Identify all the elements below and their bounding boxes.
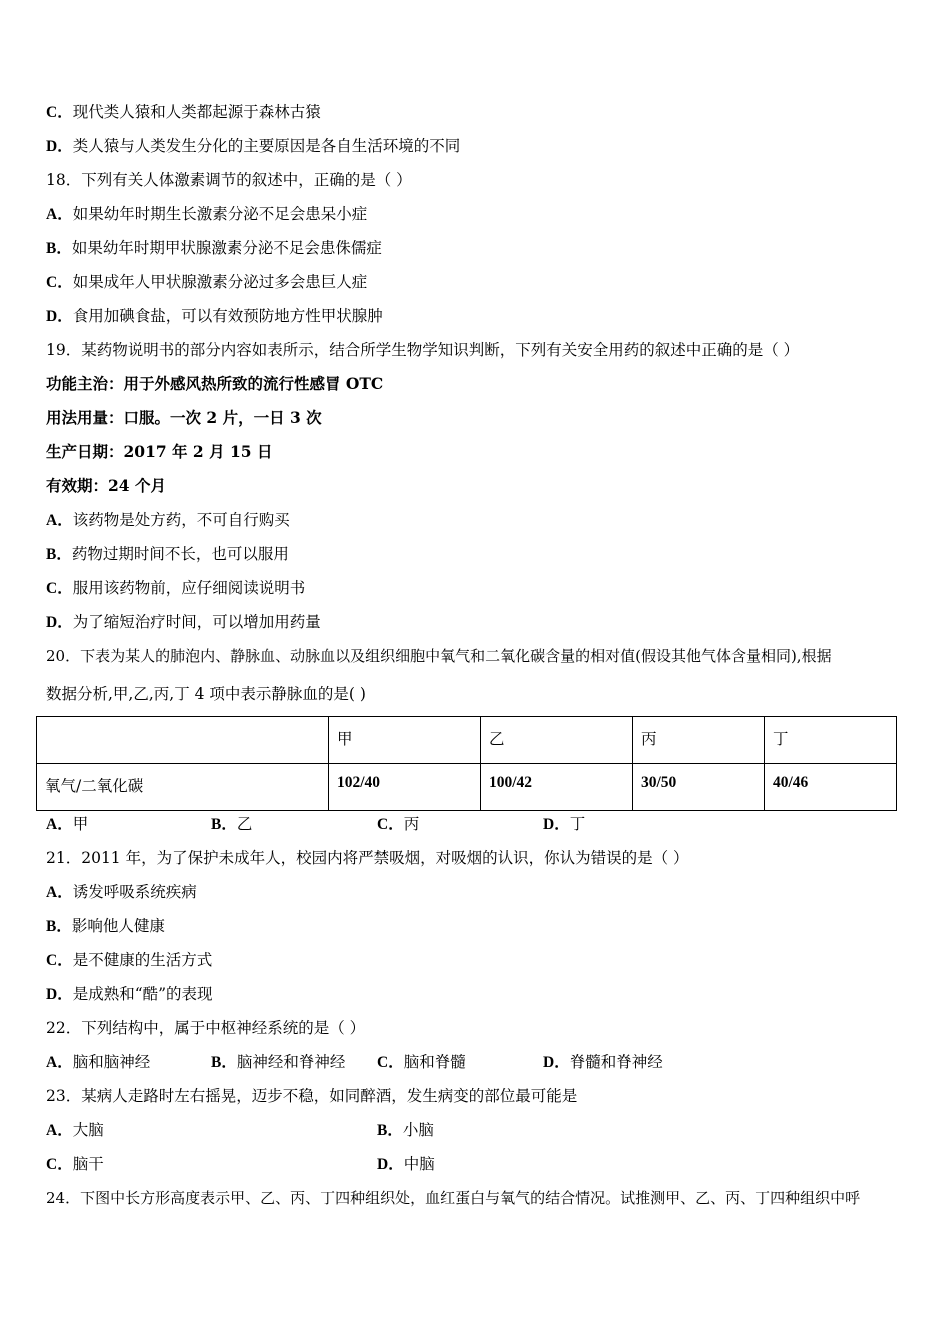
q18-option-c bbox=[46, 271, 367, 294]
q19-option-d bbox=[46, 611, 321, 634]
q18-option-b bbox=[46, 237, 382, 260]
q20-data-table bbox=[36, 716, 897, 811]
option-label: C． bbox=[46, 104, 73, 121]
q22-stem: 22．下列结构中，属于中枢神经系统的是（ ） bbox=[46, 1019, 366, 1037]
q22-option-d bbox=[543, 1051, 663, 1074]
q19-stem: 19．某药物说明书的部分内容如表所示，结合所学生物学知识判断，下列有关安全用药的叙述中正确的是（ ） bbox=[46, 341, 800, 359]
option-label: D． bbox=[46, 308, 73, 325]
q18-option-a bbox=[46, 203, 367, 226]
q19-option-c bbox=[46, 577, 305, 600]
option-label: D． bbox=[46, 138, 73, 155]
option-label: A． bbox=[46, 816, 73, 833]
q21-option-d bbox=[46, 983, 213, 1006]
option-label: C． bbox=[46, 952, 73, 969]
option-label: B． bbox=[211, 816, 237, 833]
option-text: 如果幼年时期生长激素分泌不足会患呆小症 bbox=[72, 205, 368, 223]
option-text: 脑干 bbox=[72, 1155, 104, 1173]
q19-info-function: 功能主治：用于外感风热所致的流行性感冒 OTC bbox=[46, 374, 384, 393]
option-text: 如果成年人甲状腺激素分泌过多会患巨人症 bbox=[72, 273, 368, 291]
option-text: 中脑 bbox=[403, 1155, 435, 1173]
q22-option-a bbox=[46, 1051, 150, 1074]
table-cell: 102/40 bbox=[329, 764, 481, 811]
q20-stem-line1: 20．下表为某人的肺泡内、静脉血、动脉血以及组织细胞中氧气和二氧化碳含量的相对值(假设其他气体含量相同),根据 bbox=[46, 647, 832, 665]
q19-option-a bbox=[46, 509, 290, 532]
table-header-row bbox=[37, 717, 897, 764]
table-header-cell: 甲 bbox=[329, 717, 481, 764]
table-cell: 氧气/二氧化碳 bbox=[37, 764, 329, 811]
option-label: C． bbox=[377, 1054, 404, 1071]
table-cell: 100/42 bbox=[481, 764, 633, 811]
q17-option-d bbox=[46, 135, 460, 158]
option-text: 脑和脑神经 bbox=[72, 1053, 151, 1071]
q21-option-a bbox=[46, 881, 197, 904]
option-label: D． bbox=[46, 614, 73, 631]
option-label: A． bbox=[46, 1122, 73, 1139]
q17-option-c bbox=[46, 101, 321, 124]
q19-info-usage: 用法用量：口服。一次 2 片，一日 3 次 bbox=[46, 408, 322, 427]
option-label: A． bbox=[46, 206, 73, 223]
q23-stem: 23．某病人走路时左右摇晃，迈步不稳，如同醉酒，发生病变的部位最可能是 bbox=[46, 1087, 578, 1105]
option-text: 脑和脊髓 bbox=[403, 1053, 466, 1071]
q21-stem: 21．2011 年，为了保护未成年人，校园内将严禁吸烟，对吸烟的认识，你认为错误的是（ ） bbox=[46, 849, 689, 867]
table-row bbox=[37, 764, 897, 811]
option-label: C． bbox=[46, 274, 73, 291]
option-text: 类人猿与人类发生分化的主要原因是各自生活环境的不同 bbox=[72, 137, 461, 155]
option-label: B． bbox=[46, 546, 72, 563]
option-label: D． bbox=[543, 1054, 570, 1071]
table-cell: 40/46 bbox=[765, 764, 897, 811]
option-text: 药物过期时间不长，也可以服用 bbox=[71, 545, 289, 563]
option-text: 脊髓和脊神经 bbox=[569, 1053, 663, 1071]
option-text: 丁 bbox=[569, 815, 586, 833]
option-text: 脑神经和脊神经 bbox=[236, 1053, 346, 1071]
q23-option-a bbox=[46, 1119, 104, 1142]
q19-option-b bbox=[46, 543, 289, 566]
option-text: 食用加碘食盐，可以有效预防地方性甲状腺肿 bbox=[72, 307, 383, 325]
q24-stem: 24．下图中长方形高度表示甲、乙、丙、丁四种组织处，血红蛋白与氧气的结合情况。试推测甲、乙、丙、丁四种组织中呼 bbox=[46, 1189, 861, 1207]
q21-option-c bbox=[46, 949, 212, 972]
option-text: 乙 bbox=[236, 815, 253, 833]
q20-option-d bbox=[543, 813, 585, 836]
option-text: 甲 bbox=[72, 815, 89, 833]
option-text: 诱发呼吸系统疾病 bbox=[72, 883, 197, 901]
option-label: D． bbox=[46, 986, 73, 1003]
q18-option-d bbox=[46, 305, 383, 328]
option-text: 是成熟和“酷”的表现 bbox=[72, 985, 213, 1003]
option-text: 为了缩短治疗时间，可以增加用药量 bbox=[72, 613, 321, 631]
option-text: 小脑 bbox=[402, 1121, 434, 1139]
option-label: C． bbox=[46, 1156, 73, 1173]
option-label: D． bbox=[543, 816, 570, 833]
option-text: 大脑 bbox=[72, 1121, 104, 1139]
option-label: A． bbox=[46, 1054, 73, 1071]
q23-option-d bbox=[377, 1153, 435, 1176]
q20-option-b bbox=[211, 813, 252, 836]
q23-option-c bbox=[46, 1153, 104, 1176]
option-text: 该药物是处方药，不可自行购买 bbox=[72, 511, 290, 529]
option-label: B． bbox=[46, 240, 72, 257]
option-text: 是不健康的生活方式 bbox=[72, 951, 213, 969]
option-text: 服用该药物前，应仔细阅读说明书 bbox=[72, 579, 306, 597]
option-label: C． bbox=[377, 816, 404, 833]
q20-option-a bbox=[46, 813, 88, 836]
option-label: D． bbox=[377, 1156, 404, 1173]
q22-option-b bbox=[211, 1051, 345, 1074]
option-label: A． bbox=[46, 512, 73, 529]
option-text: 丙 bbox=[403, 815, 420, 833]
q22-option-c bbox=[377, 1051, 466, 1074]
option-text: 现代类人猿和人类都起源于森林古猿 bbox=[72, 103, 321, 121]
q20-stem-line2: 数据分析,甲,乙,丙,丁 4 项中表示静脉血的是( ) bbox=[46, 685, 366, 703]
q18-stem: 18．下列有关人体激素调节的叙述中，正确的是（ ） bbox=[46, 171, 412, 189]
table-cell: 30/50 bbox=[633, 764, 765, 811]
option-label: C． bbox=[46, 580, 73, 597]
option-label: B． bbox=[46, 918, 72, 935]
option-label: A． bbox=[46, 884, 73, 901]
table-header-cell: 丁 bbox=[765, 717, 897, 764]
option-text: 如果幼年时期甲状腺激素分泌不足会患侏儒症 bbox=[71, 239, 382, 257]
q21-option-b bbox=[46, 915, 165, 938]
option-label: B． bbox=[377, 1122, 403, 1139]
table-header-cell bbox=[37, 717, 329, 764]
q23-option-b bbox=[377, 1119, 434, 1142]
table-header-cell: 丙 bbox=[633, 717, 765, 764]
option-label: B． bbox=[211, 1054, 237, 1071]
q19-info-production-date: 生产日期：2017 年 2 月 15 日 bbox=[46, 442, 273, 461]
table-header-cell: 乙 bbox=[481, 717, 633, 764]
q19-info-validity: 有效期：24 个月 bbox=[46, 476, 166, 495]
option-text: 影响他人健康 bbox=[71, 917, 165, 935]
q20-option-c bbox=[377, 813, 419, 836]
